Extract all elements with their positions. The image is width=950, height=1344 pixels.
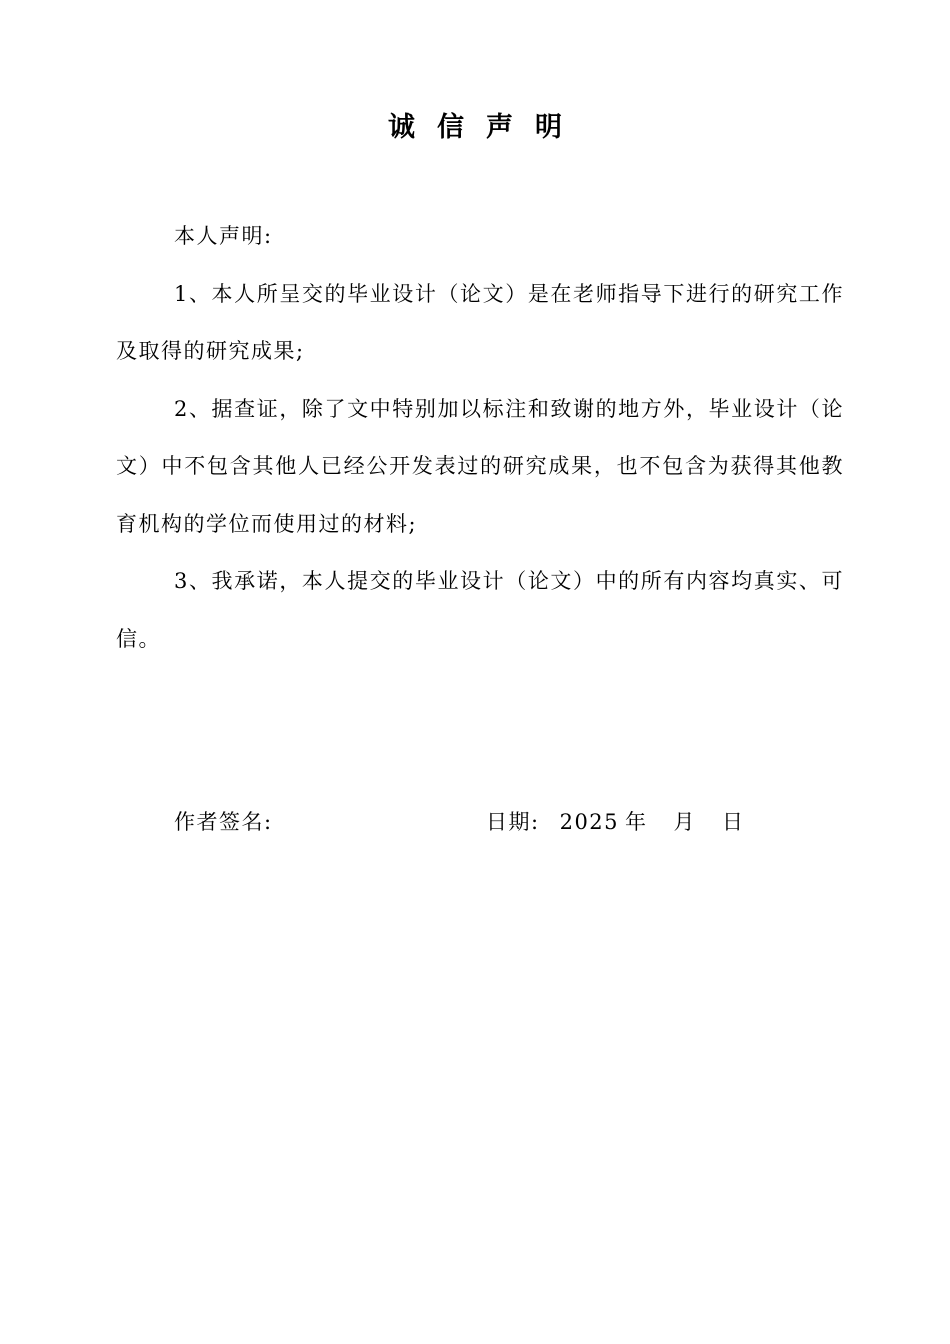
declaration-item-3: 3、我承诺，本人提交的毕业设计（论文）中的所有内容均真实、可信。 [116, 569, 844, 651]
year-value: 2025 [559, 810, 620, 834]
declaration-item-2: 2、据查证，除了文中特别加以标注和致谢的地方外，毕业设计（论文）中不包含其他人已经公开发表过的研究成果，也不包含为获得其他教育机构的学位而使用过的材料; [116, 396, 844, 536]
page-title: 诚信声明 [388, 112, 584, 143]
declaration-item-1: 1、本人所呈交的毕业设计（论文）是在老师指导下进行的研究工作及取得的研究成果; [116, 281, 844, 363]
declaration-body [116, 208, 844, 668]
declaration-intro: 本人声明: [174, 224, 273, 248]
year-label: 年 [625, 810, 648, 834]
author-signature-label: 作者签名: [174, 810, 273, 834]
signature-line [174, 800, 774, 844]
day-label: 日 [722, 810, 745, 834]
month-label: 月 [673, 810, 697, 834]
date-label: 日期: [486, 810, 540, 834]
date-group [486, 800, 745, 844]
